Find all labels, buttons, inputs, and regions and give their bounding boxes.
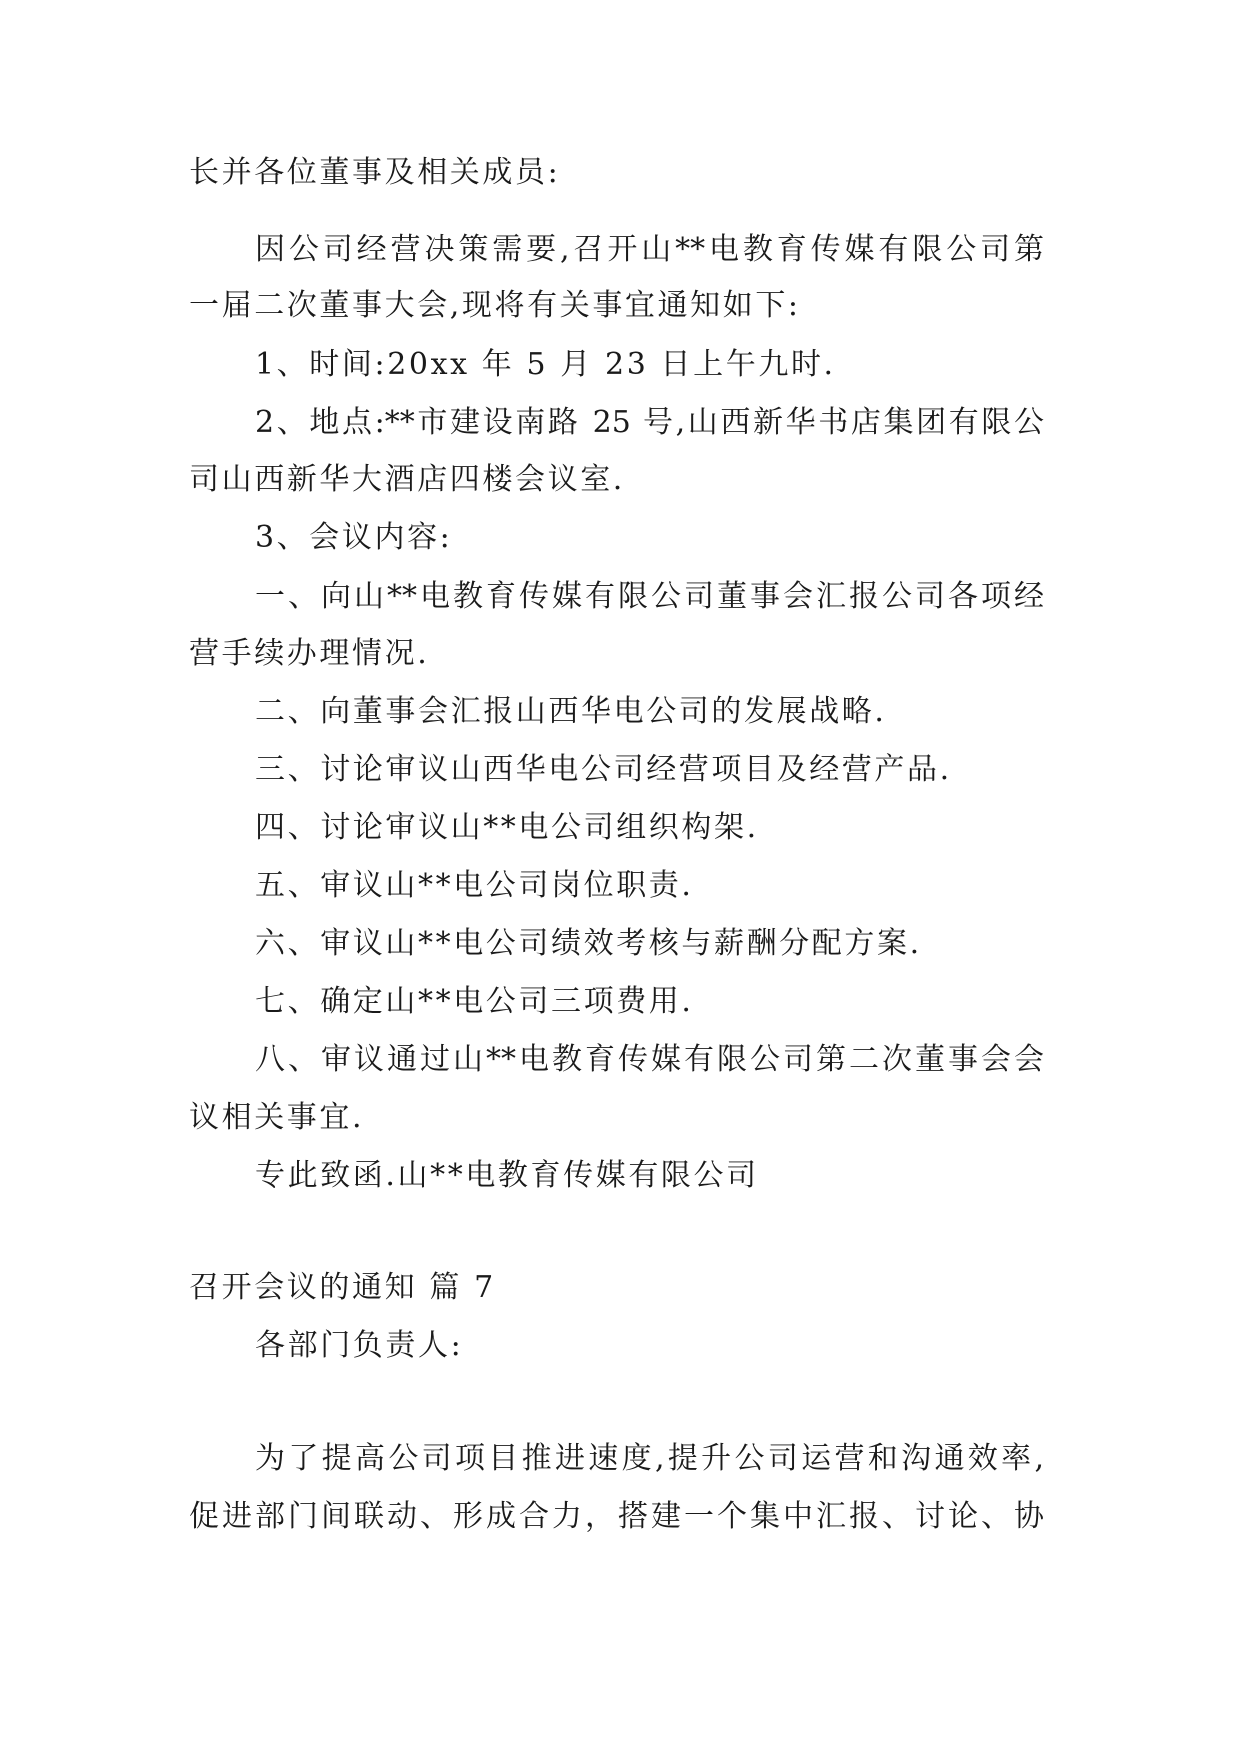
section-salutation: 各部门负责人: <box>255 1328 464 1363</box>
salutation-line: 长并各位董事及相关成员: <box>189 155 561 190</box>
paragraph-line: 促进部门间联动、形成合力，搭建一个集中汇报、讨论、协 <box>189 1499 1044 1534</box>
agenda-item-1: 一、向山**电教育传媒有限公司董事会汇报公司各项经 <box>255 579 1044 614</box>
agenda-item-1-cont: 营手续办理情况. <box>189 636 430 671</box>
agenda-item-4: 四、讨论审议山**电公司组织构架. <box>255 810 759 845</box>
list-item-location: 2、地点:**市建设南路 25 号,山西新华书店集团有限公 <box>255 405 1044 440</box>
paragraph-line: 一届二次董事大会,现将有关事宜通知如下: <box>189 288 801 323</box>
agenda-item-6: 六、审议山**电公司绩效考核与薪酬分配方案. <box>255 926 922 961</box>
agenda-item-7: 七、确定山**电公司三项费用. <box>255 984 694 1019</box>
agenda-item-8: 八、审议通过山**电教育传媒有限公司第二次董事会会 <box>255 1042 1044 1077</box>
paragraph-line: 因公司经营决策需要,召开山**电教育传媒有限公司第 <box>255 232 1044 267</box>
paragraph-line: 为了提高公司项目推进速度,提升公司运营和沟通效率, <box>255 1441 1044 1476</box>
agenda-item-8-cont: 议相关事宜. <box>189 1100 365 1135</box>
agenda-item-2: 二、向董事会汇报山西华电公司的发展战略. <box>255 694 887 729</box>
agenda-item-3: 三、讨论审议山西华电公司经营项目及经营产品. <box>255 752 952 787</box>
closing-line: 专此致函.山**电教育传媒有限公司 <box>255 1158 759 1193</box>
list-item-location-cont: 司山西新华大酒店四楼会议室. <box>189 462 625 497</box>
section-title: 召开会议的通知 篇 7 <box>189 1270 496 1305</box>
list-item-content: 3、会议内容: <box>255 520 453 555</box>
list-item-time: 1、时间:20xx 年 5 月 23 日上午九时. <box>255 347 836 382</box>
agenda-item-5: 五、审议山**电公司岗位职责. <box>255 868 694 903</box>
